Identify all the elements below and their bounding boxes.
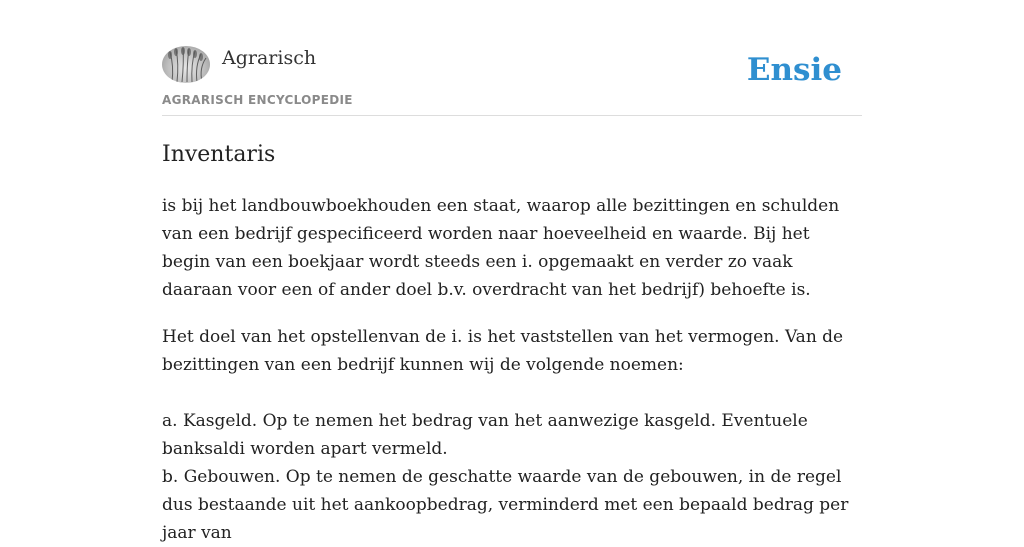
spacer <box>162 379 862 407</box>
site-subtitle: AGRARISCH ENCYCLOPEDIE <box>162 93 353 107</box>
site-name[interactable]: Agrarisch <box>222 47 317 69</box>
list-item: a. Kasgeld. Op te nemen het bedrag van het aanwezige kasgeld. Eventuele banksaldi worden apart vermeld. <box>162 411 808 459</box>
article-paragraph: Het doel van het opstellenvan de i. is het vaststellen van het vermogen. Van de bezittingen van een bedrijf kunnen wij de volgende noemen: <box>162 327 844 375</box>
site-header <box>162 46 862 116</box>
list-item: b. Gebouwen. Op te nemen de geschatte waarde van de gebouwen, in de regel dus bestaande uit het aankoopbedrag, verminderd met een bepaald bedrag per jaar van <box>162 467 849 543</box>
page-title: Inventaris <box>162 142 276 167</box>
wheat-icon[interactable] <box>162 46 210 83</box>
brand-logo[interactable]: Ensie <box>746 52 842 88</box>
article-body <box>162 192 862 547</box>
article-paragraph: is bij het landbouwboekhouden een staat, waarop alle bezittingen en schulden van een bedrijf gespecificeerd worden naar hoeveelheid en waarde. Bij het begin van een boekjaar wordt steeds een i. opgemaakt en verder zo vaak daaraan voor een of ander doel b.v. overdracht van het bedrijf) behoefte is. <box>162 196 840 300</box>
